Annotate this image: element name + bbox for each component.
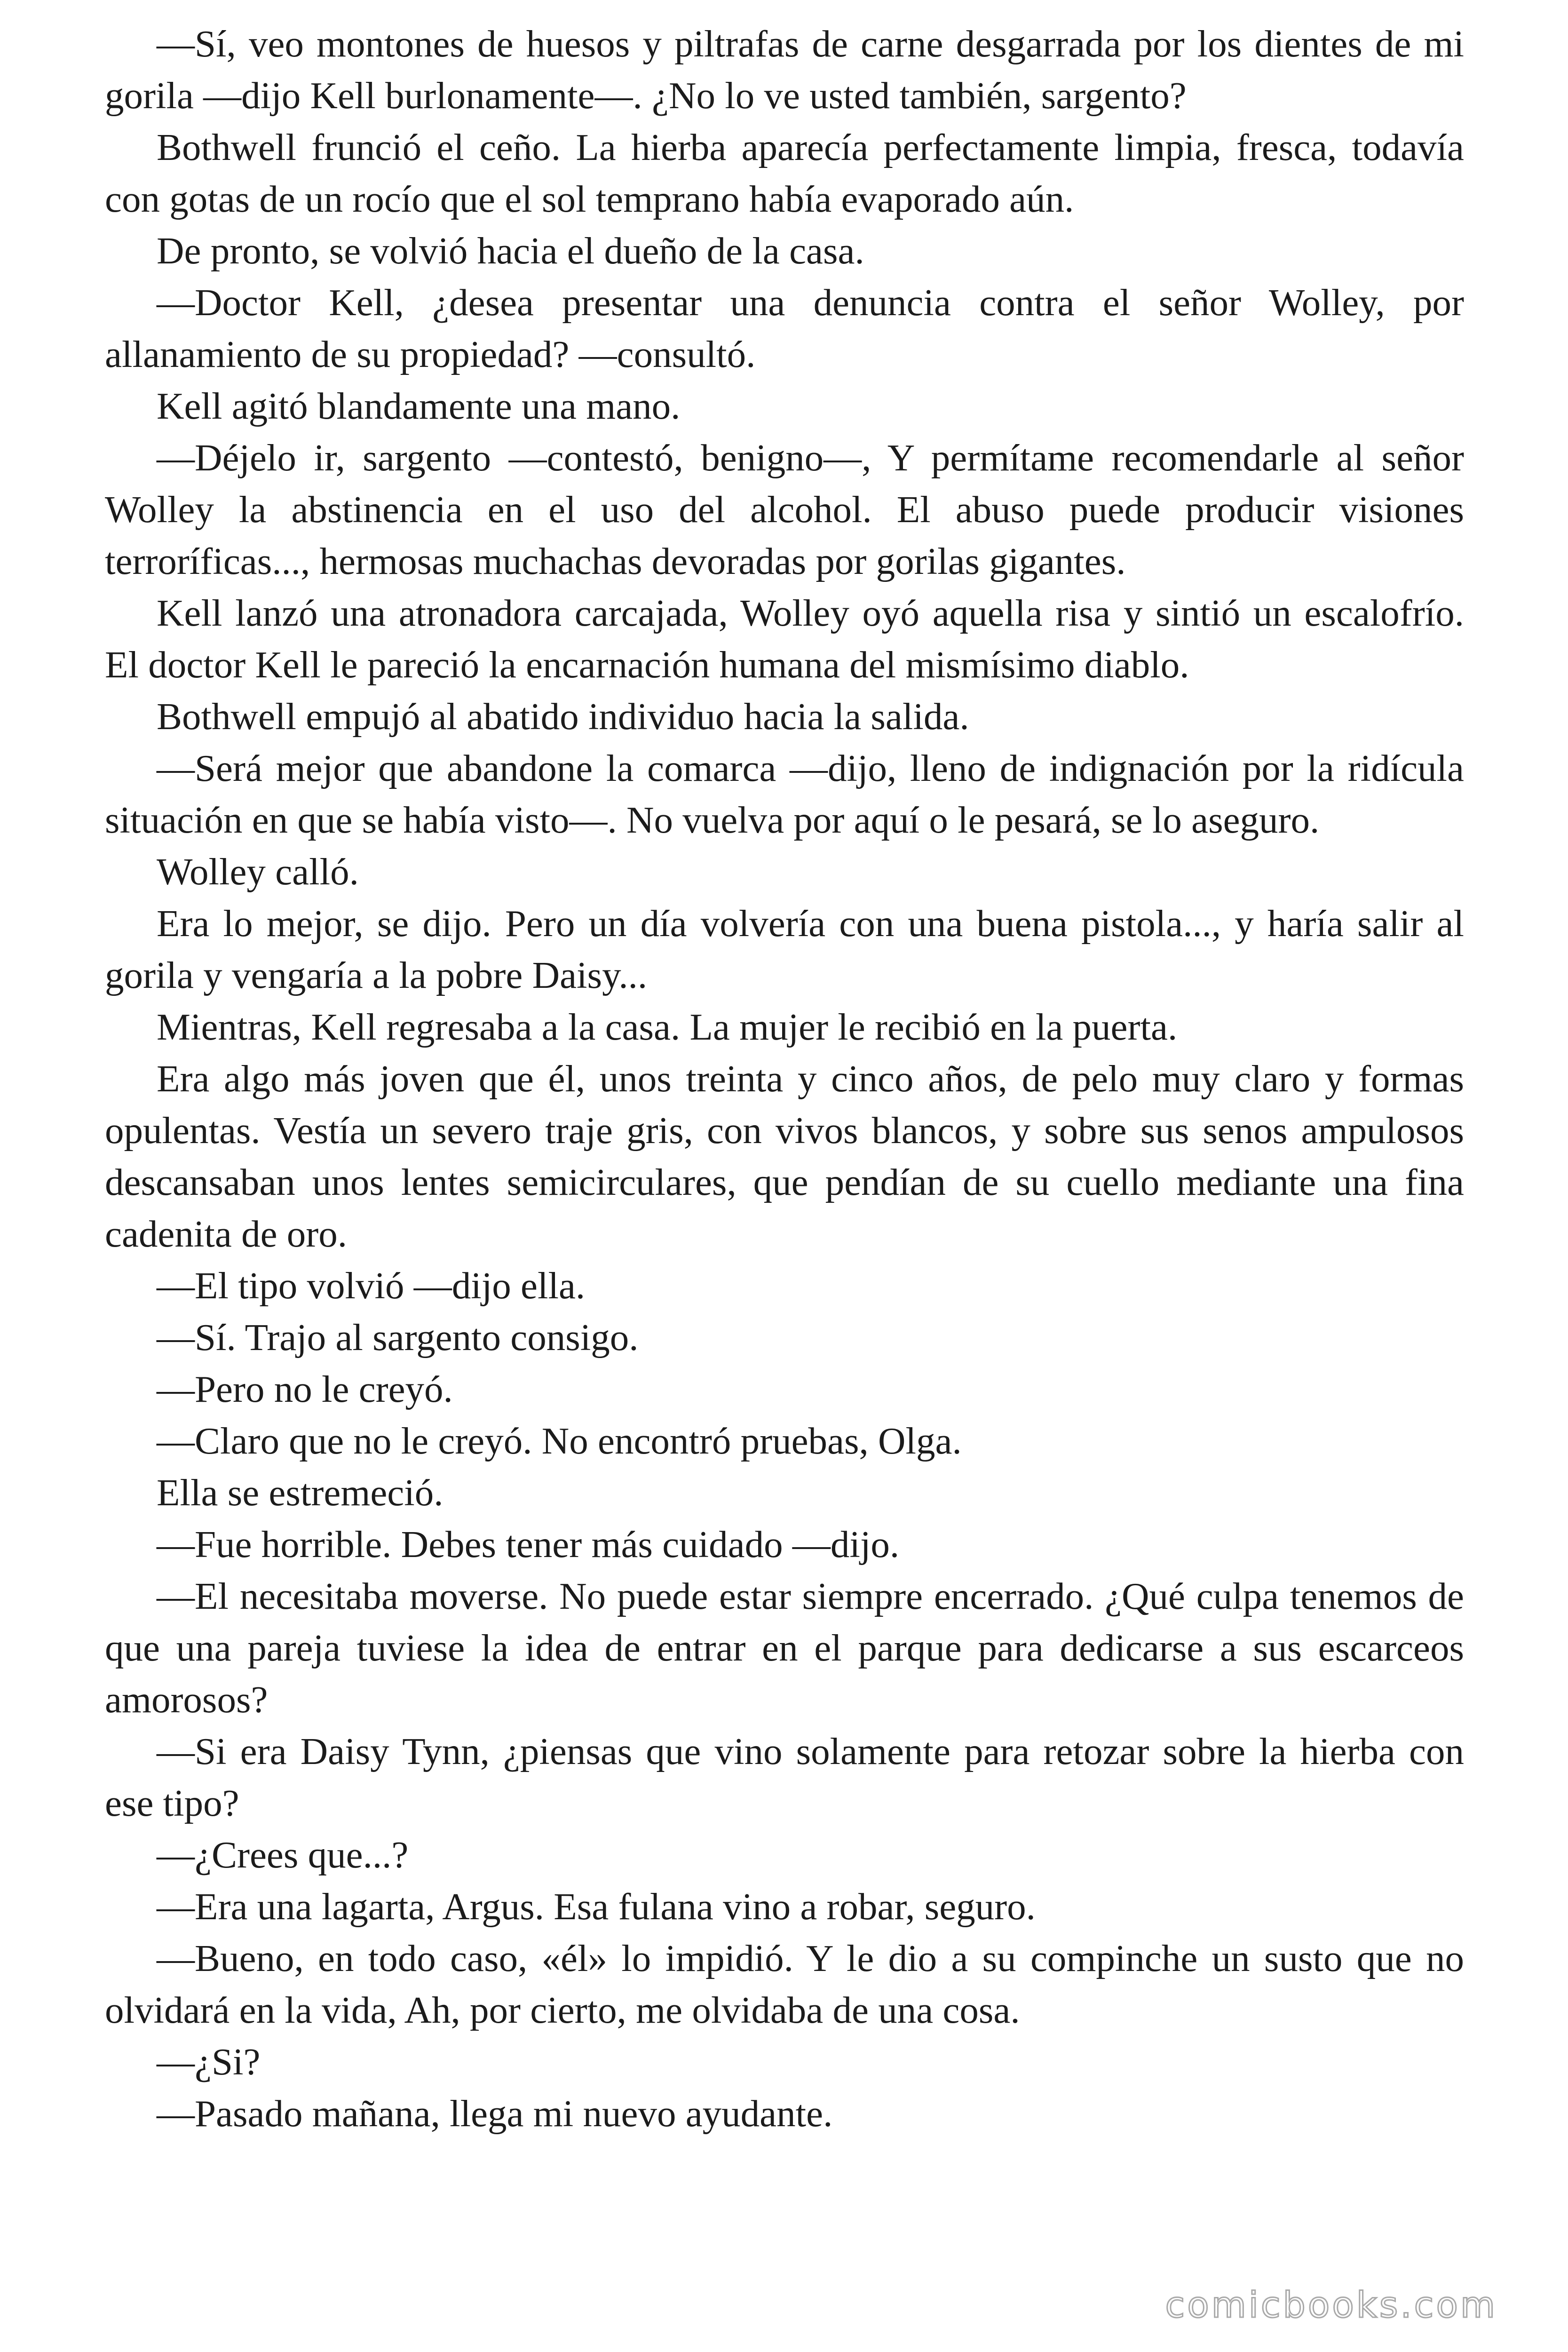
paragraph: —Si era Daisy Tynn, ¿piensas que vino solamente para retozar sobre la hierba con ese tipo? xyxy=(105,1730,1464,1824)
paragraph: —Sí. Trajo al sargento consigo. xyxy=(157,1316,639,1359)
paragraph: —Pasado mañana, llega mi nuevo ayudante. xyxy=(157,2092,833,2135)
watermark: comicbooks.com xyxy=(1165,2284,1497,2326)
paragraph: —Bueno, en todo caso, «él» lo impidió. Y le dio a su compinche un susto que no olvidará en la vida, Ah, por cierto, me olvidaba de una cosa. xyxy=(105,1937,1464,2031)
paragraph: —El necesitaba moverse. No puede estar siempre encerrado. ¿Qué culpa tenemos de que una pareja tuviese la idea de entrar en el parque para dedicarse a sus escarceos amorosos? xyxy=(105,1575,1464,1721)
paragraph: —¿Si? xyxy=(157,2041,261,2083)
paragraph: Kell lanzó una atronadora carcajada, Wolley oyó aquella risa y sintió un escalofrío. El doctor Kell le pareció la encarnación humana del mismísimo diablo. xyxy=(105,592,1464,686)
paragraph: —Será mejor que abandone la comarca —dijo, lleno de indignación por la ridícula situación en que se había visto—. No vuelva por aquí o le pesará, se lo aseguro. xyxy=(105,747,1464,841)
paragraph: —Déjelo ir, sargento —contestó, benigno—, Y permítame recomendarle al señor Wolley la abstinencia en el uso del alcohol. El abuso puede producir visiones terroríficas..., hermosas muchachas devoradas por gorilas gigantes. xyxy=(105,437,1464,582)
paragraph: —¿Crees que...? xyxy=(157,1834,409,1876)
book-page-text xyxy=(105,18,1464,2139)
paragraph: Bothwell empujó al abatido individuo hacia la salida. xyxy=(157,695,969,738)
paragraph: —Doctor Kell, ¿desea presentar una denuncia contra el señor Wolley, por allanamiento de su propiedad? —consultó. xyxy=(105,281,1464,375)
paragraph: —Era una lagarta, Argus. Esa fulana vino a robar, seguro. xyxy=(157,1885,1036,1928)
paragraph: Bothwell frunció el ceño. La hierba aparecía perfectamente limpia, fresca, todavía con gotas de un rocío que el sol temprano había evaporado aún. xyxy=(105,126,1464,220)
paragraph: —Sí, veo montones de huesos y piltrafas de carne desgarrada por los dientes de mi gorila —dijo Kell burlonamente—. ¿No lo ve usted también, sargento? xyxy=(105,23,1464,117)
paragraph: Ella se estremeció. xyxy=(157,1471,443,1514)
paragraph: Mientras, Kell regresaba a la casa. La mujer le recibió en la puerta. xyxy=(157,1006,1178,1048)
paragraph: De pronto, se volvió hacia el dueño de la casa. xyxy=(157,230,864,272)
paragraph: Wolley calló. xyxy=(157,850,359,893)
paragraph: —Pero no le creyó. xyxy=(157,1368,453,1410)
paragraph: —Claro que no le creyó. No encontró pruebas, Olga. xyxy=(157,1420,962,1462)
paragraph: Era lo mejor, se dijo. Pero un día volvería con una buena pistola..., y haría salir al gorila y vengaría a la pobre Daisy... xyxy=(105,902,1464,996)
paragraph: Era algo más joven que él, unos treinta y cinco años, de pelo muy claro y formas opulentas. Vestía un severo traje gris, con vivos blancos, y sobre sus senos ampulosos descansaban unos lentes semicirculares, que pendían de su cuello mediante una fina cadenita de oro. xyxy=(105,1057,1464,1255)
paragraph: Kell agitó blandamente una mano. xyxy=(157,385,681,427)
paragraph: —Fue horrible. Debes tener más cuidado —dijo. xyxy=(157,1523,900,1565)
paragraph: —El tipo volvió —dijo ella. xyxy=(157,1264,586,1307)
